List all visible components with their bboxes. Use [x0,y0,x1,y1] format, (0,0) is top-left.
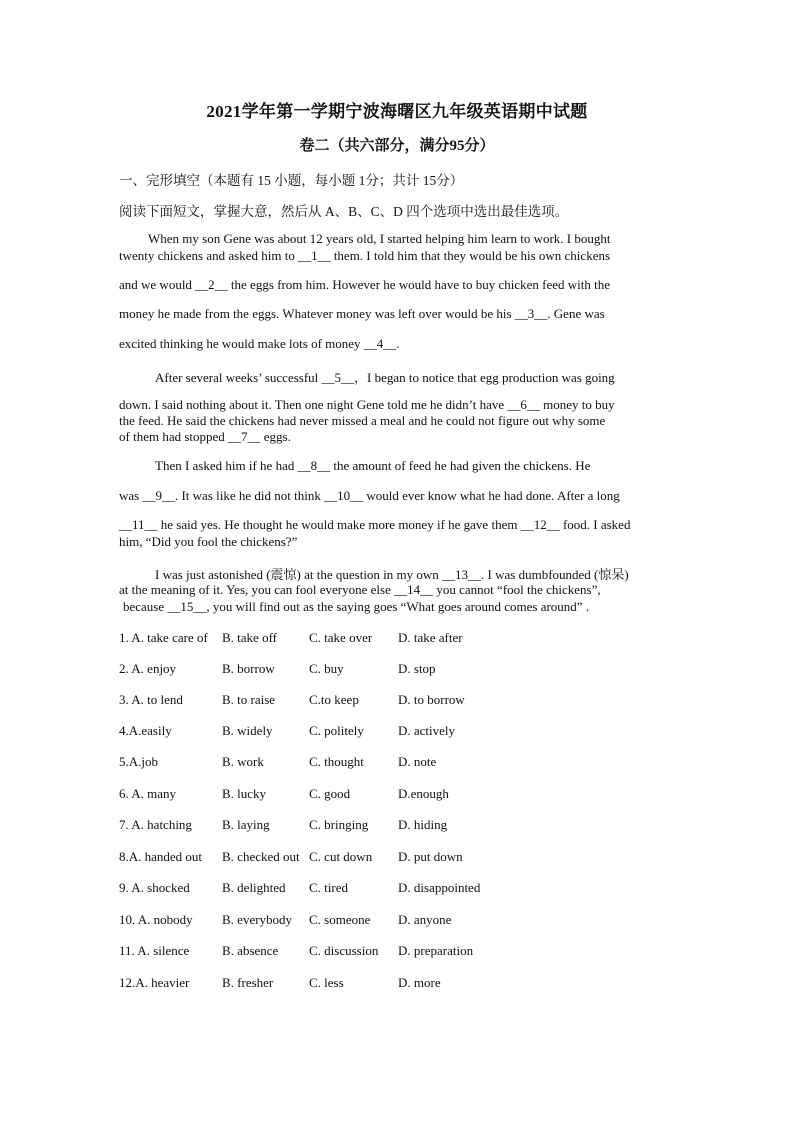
option-c: C. buy [309,661,344,676]
passage-line: After several weeks’ successful __5__，I began to notice that egg production was going [155,370,615,385]
option-c: C. someone [309,912,371,927]
option-d: D. note [398,754,437,769]
option-c: C. take over [309,630,373,645]
passage-line: money he made from the eggs. Whatever money was left over would be his __3__. Gene was [119,306,605,321]
passage-line: of them had stopped __7__ eggs. [119,429,291,444]
option-a: 10. A. nobody [119,912,193,927]
passage-line: the feed. He said the chickens had never missed a meal and he could not figure out why some [119,413,606,428]
option-c: C. cut down [309,849,373,864]
option-b: B. laying [222,817,270,832]
option-d: D. take after [398,630,463,645]
option-a: 3. A. to lend [119,692,183,707]
option-c: C. good [309,786,351,801]
option-b: B. everybody [222,912,293,927]
option-c: C. thought [309,754,364,769]
passage-line: __11__ he said yes. He thought he would make more money if he gave them __12__ food. I asked [119,517,631,532]
option-b: B. absence [222,943,279,958]
option-a: 11. A. silence [119,943,190,958]
option-b: B. delighted [222,880,286,895]
option-b: B. widely [222,723,273,738]
passage-line: and we would __2__ the eggs from him. However he would have to buy chicken feed with the [119,277,610,292]
option-b: B. lucky [222,786,267,801]
option-a: 5.A.job [119,754,158,769]
option-a: 12.A. heavier [119,975,190,990]
page-subtitle: 卷二（共六部分，满分95分） [299,138,495,154]
passage-line: at the meaning of it. Yes, you can fool everyone else __14__ you cannot “fool the chickens”, [119,582,601,597]
option-d: D. stop [398,661,436,676]
option-d: D.enough [398,786,449,801]
option-b: B. fresher [222,975,274,990]
passage-line: him, “Did you fool the chickens?” [119,534,298,549]
option-c: C. bringing [309,817,369,832]
option-a: 4.A.easily [119,723,172,738]
option-a: 8.A. handed out [119,849,203,864]
option-c: C. politely [309,723,364,738]
option-b: B. take off [222,630,277,645]
option-d: D. actively [398,723,456,738]
option-b: B. borrow [222,661,275,676]
option-b: B. to raise [222,692,276,707]
passage-line: excited thinking he would make lots of money __4__. [119,336,400,351]
section-heading: 一、完形填空（本题有 15 小题，每小题 1分；共计 15分） [119,173,464,188]
passage-line: because __15__, you will find out as the saying goes “What goes around comes around” . [123,599,590,614]
option-a: 7. A. hatching [119,817,192,832]
option-b: B. work [222,754,264,769]
passage-line: Then I asked him if he had __8__ the amount of feed he had given the chickens. He [155,458,591,473]
option-d: D. anyone [398,912,452,927]
option-b: B. checked out [222,849,300,864]
option-d: D. disappointed [398,880,481,895]
option-c: C. tired [309,880,348,895]
option-d: D. more [398,975,441,990]
passage-line: twenty chickens and asked him to __1__ them. I told him that they would be his own chickens [119,248,611,263]
option-c: C. discussion [309,943,379,958]
option-c: C. less [309,975,344,990]
passage-line: I was just astonished (震惊) at the question in my own __13__. I was dumbfounded (惊呆) [155,567,629,582]
passage-line: down. I said nothing about it. Then one night Gene told me he didn’t have __6__ money to buy [119,397,615,412]
option-d: D. hiding [398,817,448,832]
passage-line: When my son Gene was about 12 years old, I started helping him learn to work. I bought [148,231,611,246]
section-instruction: 阅读下面短文，掌握大意，然后从 A、B、C、D 四个选项中选出最佳选项。 [119,204,569,219]
option-a: 2. A. enjoy [119,661,177,676]
option-a: 9. A. shocked [119,880,190,895]
option-a: 1. A. take care of [119,630,208,645]
option-d: D. preparation [398,943,474,958]
option-d: D. put down [398,849,463,864]
passage-line: was __9__. It was like he did not think __10__ would ever know what he had done. After a long [119,488,620,503]
option-c: C.to keep [309,692,359,707]
page-title: 2021学年第一学期宁波海曙区九年级英语期中试题 [206,102,588,121]
option-d: D. to borrow [398,692,465,707]
option-a: 6. A. many [119,786,177,801]
